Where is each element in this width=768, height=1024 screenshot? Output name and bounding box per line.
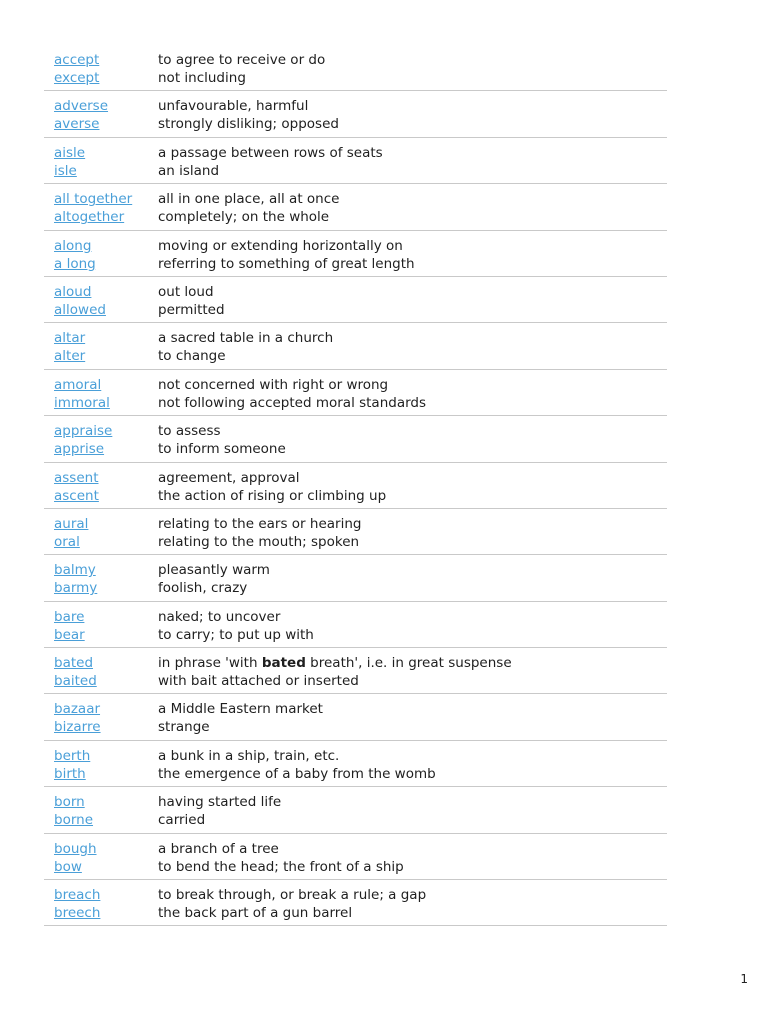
word-pair-row [44,555,667,601]
page-number: 1 [740,972,748,986]
word-column [44,422,158,461]
word-link[interactable]: bizarre [54,719,101,736]
word-link[interactable]: aural [54,515,89,532]
definition: foolish, crazy [158,580,248,597]
word-link[interactable]: except [54,70,100,86]
definition: carried [158,812,206,829]
word-link[interactable]: bough [54,840,97,857]
word-pair-row [44,602,667,648]
definition: not including [158,70,246,86]
definition: completely; on the whole [158,209,330,226]
word-column [44,840,158,879]
word-column [44,654,158,693]
definition: not following accepted moral standards [158,394,427,411]
word-link[interactable]: averse [54,116,100,133]
definition-column [158,51,667,90]
word-link[interactable]: allowed [54,301,106,318]
word-link[interactable]: born [54,794,85,811]
word-link[interactable]: alter [54,348,86,365]
definition-column [158,190,667,229]
word-link[interactable]: oral [54,533,80,550]
word-link[interactable]: amoral [54,376,102,393]
word-column [44,793,158,832]
word-link[interactable]: appraise [54,423,113,440]
definition-column [158,654,667,693]
definition: to carry; to put up with [158,626,314,643]
word-pair-row [44,648,667,694]
definition: agreement, approval [158,469,300,486]
definition: not concerned with right or wrong [158,376,389,393]
word-pair-row [44,323,667,369]
word-column [44,376,158,415]
definition: a bunk in a ship, train, etc. [158,747,340,764]
word-column [44,97,158,136]
word-pair-row [44,45,667,91]
word-link[interactable]: accept [54,52,100,68]
definition: pleasantly warm [158,562,270,579]
definition-column [158,561,667,600]
definition: relating to the ears or hearing [158,515,362,532]
word-column [44,283,158,322]
word-link[interactable]: balmy [54,562,96,579]
word-column [44,190,158,229]
word-link[interactable]: baited [54,673,97,690]
word-pair-row [44,184,667,230]
definition: to inform someone [158,441,286,458]
word-pair-row [44,741,667,787]
word-link[interactable]: a long [54,255,96,272]
word-column [44,700,158,739]
definition: an island [158,162,220,179]
word-column [44,515,158,554]
word-column [44,608,158,647]
definition: permitted [158,301,225,318]
word-link[interactable]: aisle [54,144,86,161]
definition: out loud [158,283,214,300]
word-pair-row [44,880,667,926]
definition: the back part of a gun barrel [158,905,353,922]
word-link[interactable]: apprise [54,441,105,458]
definition: moving or extending horizontally on [158,237,403,254]
definition: to agree to receive or do [158,52,326,68]
definition-column [158,237,667,276]
definition: a Middle Eastern market [158,701,323,718]
definition-column [158,793,667,832]
definition: a branch of a tree [158,840,279,857]
word-column [44,237,158,276]
word-pair-row [44,138,667,184]
word-column [44,144,158,183]
word-column [44,329,158,368]
word-pair-row [44,463,667,509]
definition-column [158,886,667,925]
word-link[interactable]: altar [54,330,86,347]
word-link[interactable]: bazaar [54,701,101,718]
definition: to assess [158,423,221,440]
definition-column [158,515,667,554]
definition-column [158,329,667,368]
definition-column [158,144,667,183]
definition: to break through, or break a rule; a gap [158,887,427,904]
word-pair-row [44,91,667,137]
definition-column [158,747,667,786]
word-link[interactable]: all together [54,191,133,208]
definition-column [158,608,667,647]
word-link[interactable]: breech [54,905,101,922]
definition-bold-word: bated [261,655,306,672]
word-column [44,561,158,600]
word-link[interactable]: berth [54,747,91,764]
word-link[interactable]: bow [54,858,82,875]
definition [158,654,667,672]
word-pair-row [44,231,667,277]
word-pair-row [44,787,667,833]
definition-text: in phrase 'with [158,655,262,672]
definition: relating to the mouth; spoken [158,533,360,550]
definition: strange [158,719,210,736]
word-link[interactable]: ascent [54,487,99,504]
definition-column [158,469,667,508]
word-pair-row [44,694,667,740]
word-link[interactable]: bear [54,626,85,643]
definition: all in one place, all at once [158,191,340,208]
word-link[interactable]: isle [54,162,77,179]
word-column [44,747,158,786]
word-link[interactable]: along [54,237,92,254]
definition-column [158,97,667,136]
definition: the emergence of a baby from the womb [158,765,436,782]
definition: a passage between rows of seats [158,144,383,161]
word-link[interactable]: adverse [54,98,109,115]
homophones-table [44,45,667,926]
definition-column [158,840,667,879]
definition-column [158,376,667,415]
word-column [44,886,158,925]
definition-column [158,700,667,739]
word-link[interactable]: bare [54,608,85,625]
word-pair-row [44,834,667,880]
definition: with bait attached or inserted [158,673,359,690]
definition-column [158,283,667,322]
definition: referring to something of great length [158,255,415,272]
word-column [44,51,158,90]
definition: a sacred table in a church [158,330,334,347]
word-pair-row [44,277,667,323]
word-pair-row [44,416,667,462]
word-link[interactable]: altogether [54,209,125,226]
definition-text: breath', i.e. in great suspense [305,655,512,672]
word-link[interactable]: barmy [54,580,98,597]
word-link[interactable]: immoral [54,394,110,411]
definition: to change [158,348,226,365]
word-link[interactable]: assent [54,469,99,486]
word-link[interactable]: breach [54,887,101,904]
definition-column [158,422,667,461]
word-link[interactable]: birth [54,765,86,782]
word-pair-row [44,370,667,416]
definition: naked; to uncover [158,608,281,625]
word-column [44,469,158,508]
word-link[interactable]: borne [54,812,94,829]
word-pair-row [44,509,667,555]
definition: to bend the head; the front of a ship [158,858,404,875]
word-link[interactable]: bated [54,655,94,672]
word-link[interactable]: aloud [54,283,92,300]
definition: the action of rising or climbing up [158,487,387,504]
definition: strongly disliking; opposed [158,116,339,133]
definition: unfavourable, harmful [158,98,309,115]
definition: having started life [158,794,282,811]
